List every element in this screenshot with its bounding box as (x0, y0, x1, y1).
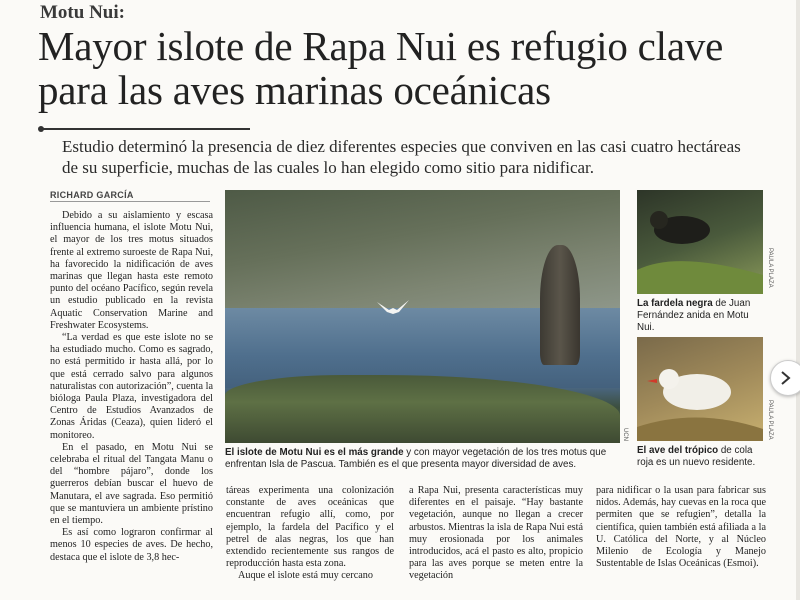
paragraph: En el pasado, en Motu Nui se celebraba el ritual del Tangata Manu o del “hombre pájaro”, donde los guerreros debían buscar el huevo de Manutara, el ave sagrada. Eso permitió que se mantuviera un ambiente prístino en el tiempo. (50, 441, 213, 527)
page-edge (796, 0, 800, 600)
headline-divider (40, 128, 250, 130)
caption-photo-1 (637, 298, 767, 334)
photo-credit-main: UCN (622, 428, 628, 441)
article-deck: Estudio determinó la presencia de diez diferentes especies que conviven en las casi cuatro hectáreas de su superficie, muchas de las cuales lo han elegido como sitio para nidificar. (62, 137, 741, 177)
caption-bold: La fardela negra (637, 298, 713, 309)
chevron-right-icon (779, 370, 793, 386)
article-headline: Mayor islote de Rapa Nui es refugio clave para las aves marinas oceánicas (38, 23, 724, 113)
paragraph: para nidificar o la usan para fabricar sus nidos. Además, hay cuevas en la roca que permiten que se refugien”, detalla la científica, quien también está afiliada a la U. Católica del Norte, y al Núcleo Milenio de Ecología y Manejo Sustentable de Islas Oceánicas (Esmoi). (596, 485, 766, 570)
photo-credit-1: PAULA PLAZA (767, 248, 773, 288)
main-photo-motu-nui (225, 190, 620, 443)
bird-illustration (637, 337, 763, 441)
text-column-2 (226, 485, 394, 583)
caption-text: y con mayor vegetación de los tres motus que enfrentan Isla de Pascua. También es el que presenta mayor diversidad de aves. (225, 447, 607, 470)
paragraph: Auque el islote está muy cercano (238, 570, 373, 582)
bird-illustration (375, 298, 411, 318)
caption-main-photo (225, 447, 625, 471)
photo-fardela-negra (637, 190, 763, 294)
divider-dot (38, 126, 44, 132)
paragraph: Es así como lograron confirmar al menos 10 especies de aves. De hecho, destaca que el islote de 3,8 hec- (50, 527, 213, 563)
caption-text: de Juan Fernández anida en Motu Nui. (637, 298, 751, 333)
photo-ave-del-tropico (637, 337, 763, 441)
caption-bold: El ave del trópico (637, 445, 719, 456)
bird-illustration (637, 190, 763, 294)
paragraph: Debido a su aislamiento y escasa influencia humana, el islote Motu Nui, el mayor de los tres motus situados frente al extremo suroeste de Rapa Nui, ha favorecido la nidificación de aves marinas que llegan hasta este remoto punto del océano Pacífico, según revela un estudio publicado en la revista Aquatic Conservation Marine and Freshwater Ecosystems. (50, 210, 213, 331)
article-kicker: Motu Nui: (40, 2, 125, 23)
photo-credit-2: PAULA PLAZA (767, 400, 773, 440)
paragraph: táreas experimenta una colonización constante de aves oceánicas que encuentran refugio allí, como, por ejemplo, la fardela del Pacífico y el petrel de alas negras, los que han extendido recientemente sus rangos de reproducción hasta esta zona. (226, 485, 394, 570)
next-page-button[interactable] (770, 360, 800, 396)
paragraph: a Rapa Nui, presenta características muy diferentes en el paisaje. “Hay bastante vegetación, aunque no llegan a crecer arbustos. Mientras la isla de Rapa Nui está muy erosionada por los animales introducidos, acá el pasto es alto, propicio para las aves porque se meten entre la vegetación (409, 485, 583, 582)
caption-photo-2 (637, 445, 767, 469)
caption-text: de cola roja es un nuevo residente. (637, 445, 756, 468)
photo-rock-spire (540, 245, 580, 365)
paragraph: “La verdad es que este islote no se ha estudiado mucho. Como es sagrado, no está permitido ir hasta allá, por lo que está cerrado salvo para algunos naturalistas con autorización”, cuenta la bióloga Paula Plaza, investigadora del Centro de Estudios Avanzados de Zonas Áridas (Ceaza), quien lideró el monitoreo. (50, 332, 213, 441)
text-column-4 (596, 485, 766, 570)
text-column-3 (409, 485, 583, 583)
caption-bold: El islote de Motu Nui es el más grande (225, 447, 404, 458)
text-column-1 (50, 210, 213, 564)
byline-divider (50, 201, 210, 202)
byline: RICHARD GARCÍA (50, 190, 134, 200)
